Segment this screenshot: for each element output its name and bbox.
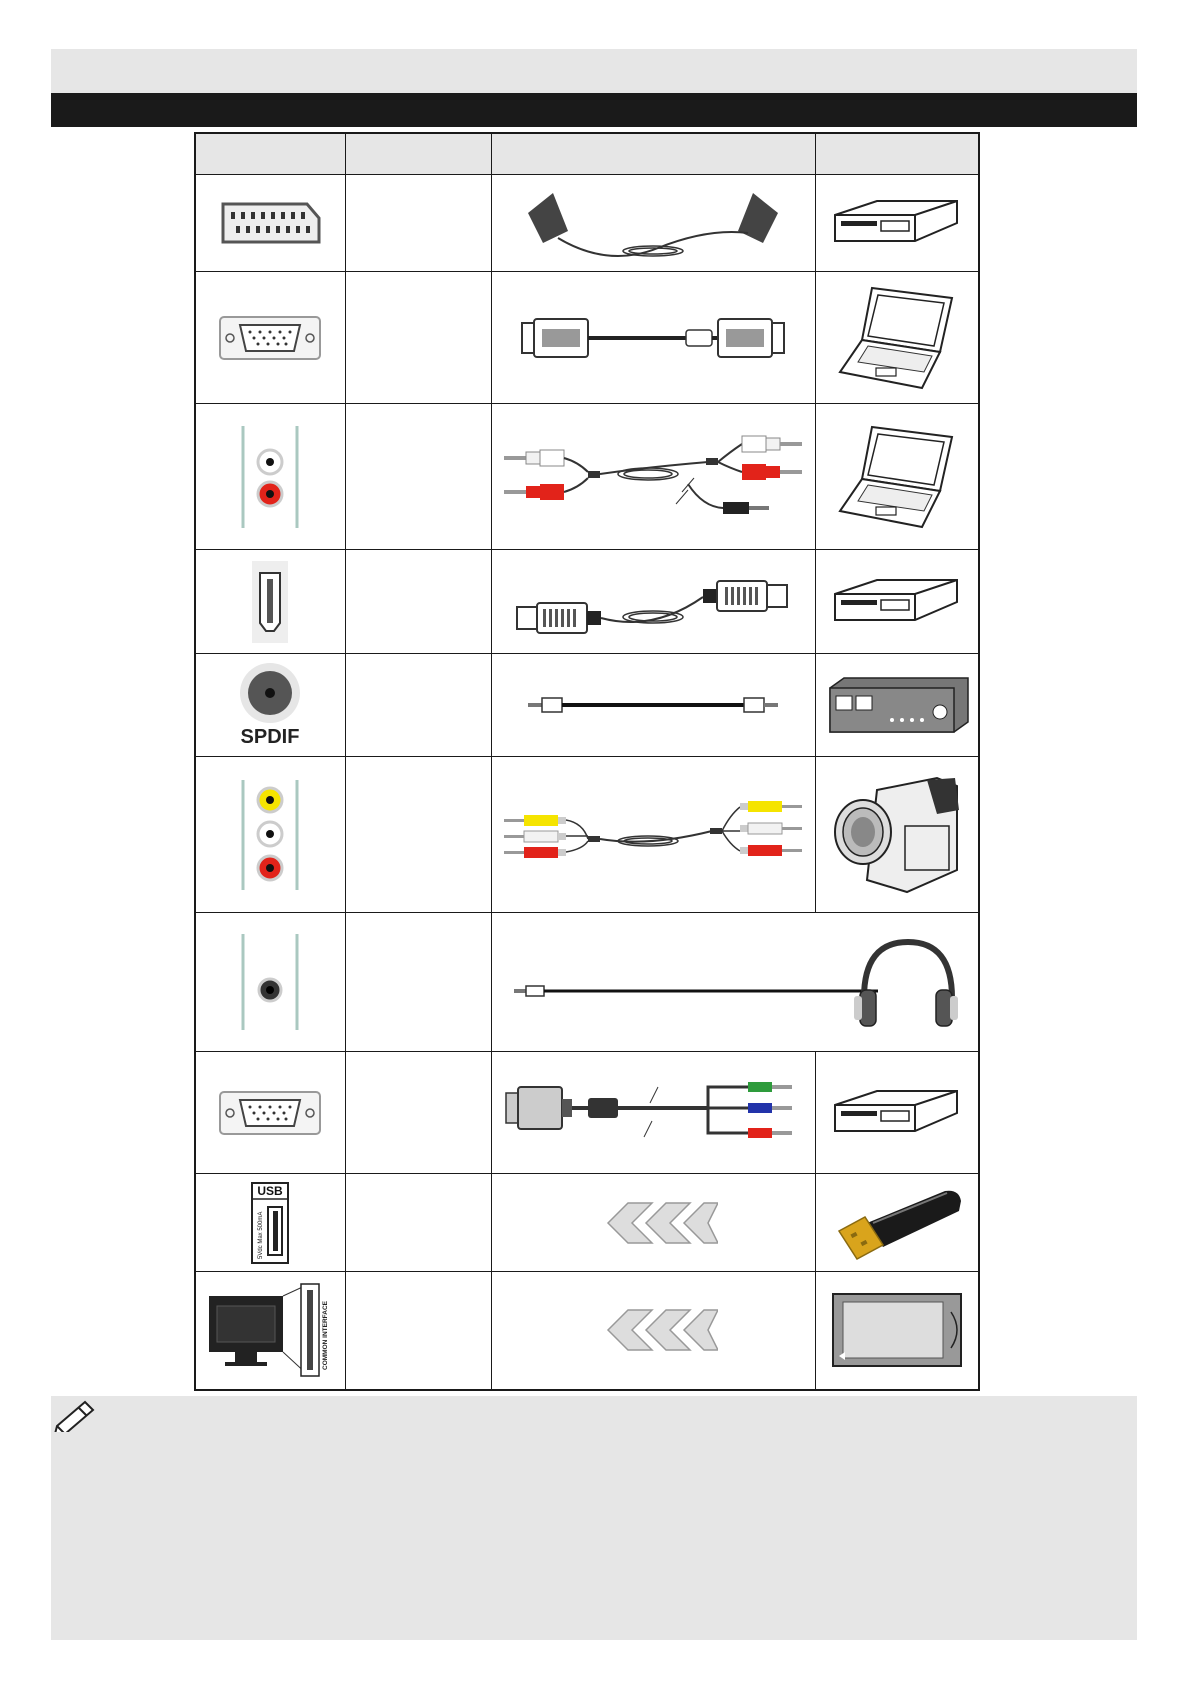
cable-cell <box>491 175 815 272</box>
port-cell <box>195 1272 345 1390</box>
cable-cell <box>491 654 815 757</box>
type-cell <box>345 272 491 404</box>
header-cables <box>491 133 815 175</box>
device-cell <box>815 757 979 913</box>
type-cell <box>345 654 491 757</box>
header-type <box>345 133 491 175</box>
header-device <box>815 133 979 175</box>
table-row <box>195 1052 979 1174</box>
insert-arrows-icon <box>588 1308 718 1352</box>
headphones-icon <box>854 942 958 1026</box>
port-cell <box>195 654 345 757</box>
usb-label: USB <box>257 1183 283 1198</box>
audio-cable-icon <box>498 422 808 532</box>
laptop-icon <box>832 419 962 534</box>
connection-table <box>194 132 980 1391</box>
cable-cell <box>491 757 815 913</box>
device-cell <box>815 654 979 757</box>
cable-cell <box>491 550 815 654</box>
table-row <box>195 913 979 1052</box>
cable-cell <box>491 404 815 550</box>
camcorder-icon <box>827 770 967 900</box>
type-cell <box>345 550 491 654</box>
header-connector <box>195 133 345 175</box>
insert-arrows-icon <box>588 1201 718 1245</box>
dvd-player-icon <box>827 572 967 632</box>
hdmi-port-icon <box>250 559 290 645</box>
type-cell <box>345 1174 491 1272</box>
table-row <box>195 550 979 654</box>
ypbpr-cable-icon <box>498 1073 808 1153</box>
device-cell <box>815 175 979 272</box>
port-cell <box>195 913 345 1052</box>
table-row <box>195 1272 979 1390</box>
type-cell <box>345 404 491 550</box>
scart-port-icon <box>215 198 325 248</box>
header-band <box>51 49 1137 93</box>
type-cell <box>345 175 491 272</box>
type-cell <box>345 1272 491 1390</box>
device-cell <box>815 404 979 550</box>
hdmi-cable-icon <box>503 567 803 637</box>
device-cell <box>815 1272 979 1390</box>
port-cell <box>195 272 345 404</box>
table-row <box>195 1174 979 1272</box>
cable-cell <box>491 1052 815 1174</box>
spdif-label: SPDIF <box>240 726 300 748</box>
port-cell <box>195 1052 345 1174</box>
ypbpr-port-icon <box>218 1090 322 1136</box>
port-cell <box>195 175 345 272</box>
cable-cell <box>491 913 979 1052</box>
ci-slot-icon <box>205 1280 335 1380</box>
table-header-row <box>195 133 979 175</box>
device-cell <box>815 550 979 654</box>
port-cell <box>195 757 345 913</box>
usb-stick-icon <box>827 1183 967 1263</box>
table-row <box>195 654 979 757</box>
av-cable-icon <box>498 795 808 875</box>
table-row <box>195 272 979 404</box>
usb-rating-label: 5Vdc Max 500mA <box>258 1211 265 1259</box>
av-port-icon <box>235 776 305 894</box>
note-panel <box>51 1396 1137 1640</box>
device-cell <box>815 272 979 404</box>
table-row <box>195 757 979 913</box>
headphone-port-icon <box>235 930 305 1034</box>
title-bar <box>51 93 1137 127</box>
port-cell <box>195 550 345 654</box>
pc-audio-port-icon <box>235 422 305 532</box>
scart-cable-icon <box>508 183 798 263</box>
device-cell <box>815 1174 979 1272</box>
dvd-player-icon <box>827 1083 967 1143</box>
cam-module-icon <box>829 1290 965 1370</box>
audio-amplifier-icon <box>822 674 972 736</box>
usb-port-icon <box>248 1181 292 1265</box>
type-cell <box>345 757 491 913</box>
type-cell <box>345 913 491 1052</box>
spdif-port-icon <box>225 659 315 751</box>
ci-slot-label: COMMON INTERFACE <box>322 1301 330 1371</box>
cable-cell <box>491 1272 815 1390</box>
cable-cell <box>491 1174 815 1272</box>
table-row <box>195 404 979 550</box>
vga-cable-icon <box>508 313 798 363</box>
table-row <box>195 175 979 272</box>
cable-cell <box>491 272 815 404</box>
laptop-icon <box>832 280 962 395</box>
vga-port-icon <box>218 315 322 361</box>
port-cell <box>195 404 345 550</box>
device-cell <box>815 1052 979 1174</box>
pencil-note-icon <box>51 1396 97 1432</box>
type-cell <box>345 1052 491 1174</box>
coax-cable-icon <box>518 690 788 720</box>
dvd-player-icon <box>827 193 967 253</box>
port-cell <box>195 1174 345 1272</box>
headphone-cable-icon <box>500 932 970 1032</box>
